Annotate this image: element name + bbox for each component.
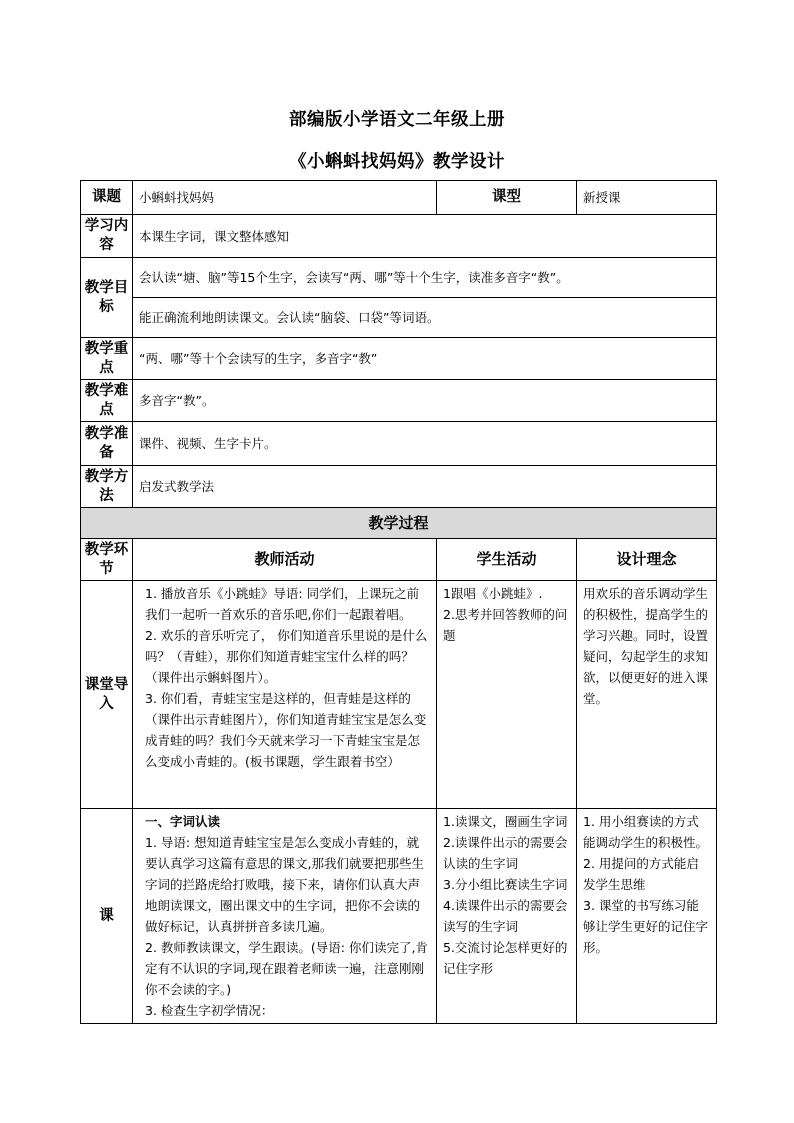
intro-idea-text: 用欢乐的音乐调动学生的积极性，提高学生的学习兴趣。同时，设置疑问，勾起学生的求知欲，以便更好的进入课堂。: [583, 586, 709, 706]
goal-label: 教学目标: [81, 258, 133, 338]
lesson-student-activity: [437, 809, 577, 1024]
goal-item-2: 能正确流利地朗读课文。会认读“脑袋、口袋”等词语。: [133, 298, 717, 338]
intro-teacher-activity: [133, 581, 437, 809]
lesson-student-step-3: 3.分小组比赛读生字词: [443, 877, 568, 892]
lesson-student-step-5: 5.交流讨论怎样更好的记住字形: [443, 940, 568, 976]
lesson-teacher-heading: 一、字词认读: [145, 814, 221, 829]
difficulty-label: 教学难点: [81, 380, 133, 422]
topic-value: 小蝌蚪找妈妈: [133, 181, 437, 215]
topic-label: 课题: [81, 181, 133, 215]
content-value: 本课生字词，课文整体感知: [133, 215, 717, 258]
key-label: 教学重点: [81, 338, 133, 380]
lesson-student-step-1: 1.读课文，圈画生字词: [443, 814, 568, 829]
col-student: 学生活动: [437, 539, 577, 581]
col-teacher: 教师活动: [133, 539, 437, 581]
intro-student-activity: [437, 581, 577, 809]
type-label: 课型: [437, 181, 577, 215]
process-band: 教学过程: [81, 508, 717, 539]
intro-student-step-2: 2.思考并回答教师的问题: [443, 607, 568, 643]
lesson-student-step-4: 4.读课件出示的需要会读写的生字词: [443, 898, 568, 934]
stage-intro: 课堂导入: [81, 581, 133, 809]
stage-lesson: 课: [81, 809, 133, 1024]
lesson-teacher-step-3: 3. 检查生字初学情况：: [145, 1003, 274, 1018]
lesson-student-step-2: 2.读课件出示的需要会认读的生字词: [443, 835, 568, 871]
intro-design-idea: [577, 581, 717, 809]
lesson-plan-table: [80, 180, 717, 1024]
method-value: 启发式教学法: [133, 466, 717, 508]
intro-student-step-1: 1跟唱《小跳蛙》.: [443, 586, 543, 601]
type-value: 新授课: [577, 181, 717, 215]
lesson-idea-2: 2. 用提问的方式能启发学生思维: [583, 856, 699, 892]
lesson-idea-3: 3. 课堂的书写练习能够让学生更好的记住字形。: [583, 898, 709, 955]
document-subtitle: 《小蝌蚪找妈妈》教学设计: [289, 152, 505, 172]
lesson-teacher-step-2: 2. 教师教读课文，学生跟读。(导语: 你们读完了,肯定有不认识的字词,现在跟着老师读一遍，注意刚刚你不会读的字。): [145, 940, 428, 997]
intro-teacher-step-2: 2. 欢乐的音乐听完了， 你们知道音乐里说的是什么吗？（青蛙），那你们知道青蛙宝宝什么样的吗？（课件出示蝌蚪图片）。: [145, 628, 428, 685]
difficulty-value: 多音字“教”。: [133, 380, 717, 422]
method-label: 教学方法: [81, 466, 133, 508]
intro-teacher-step-3: 3. 你们看，青蛙宝宝是这样的，但青蛙是这样的（课件出示青蛙图片），你们知道青蛙宝宝是怎么变成青蛙的吗？我们今天就来学习一下青蛙宝宝是怎么变成小青蛙的。(板书课题，学生跟着书空）: [145, 691, 427, 769]
lesson-idea-1: 1. 用小组赛读的方式能调动学生的积极性。: [583, 814, 709, 850]
lesson-design-idea: [577, 809, 717, 1024]
key-value: “两、哪”等十个会读写的生字，多音字“教”: [133, 338, 717, 380]
prep-value: 课件、视频、生字卡片。: [133, 422, 717, 466]
goal-item-1: 会认读“塘、脑”等15个生字，会读写“两、哪”等十个生字，读准多音字“教”。: [133, 258, 717, 298]
col-idea: 设计理念: [577, 539, 717, 581]
document-title: 部编版小学语文二年级上册: [289, 110, 505, 130]
prep-label: 教学准备: [81, 422, 133, 466]
intro-teacher-step-1: 1. 播放音乐《小跳蛙》导语: 同学们，上课玩之前我们一起听一首欢乐的音乐吧,你们一起跟着唱。: [145, 586, 420, 622]
content-label: 学习内容: [81, 215, 133, 258]
col-stage: 教学环节: [81, 539, 133, 581]
lesson-teacher-step-1: 1. 导语: 想知道青蛙宝宝是怎么变成小青蛙的，就要认真学习这篇有意思的课文,那我们就要把那些生字词的拦路虎给打败哦，接下来，请你们认真大声地朗读课文，圈出课文中的生字词，把你不会读的做好标记，认真拼拼音多读几遍。: [145, 835, 424, 934]
lesson-teacher-activity: [133, 809, 437, 1024]
